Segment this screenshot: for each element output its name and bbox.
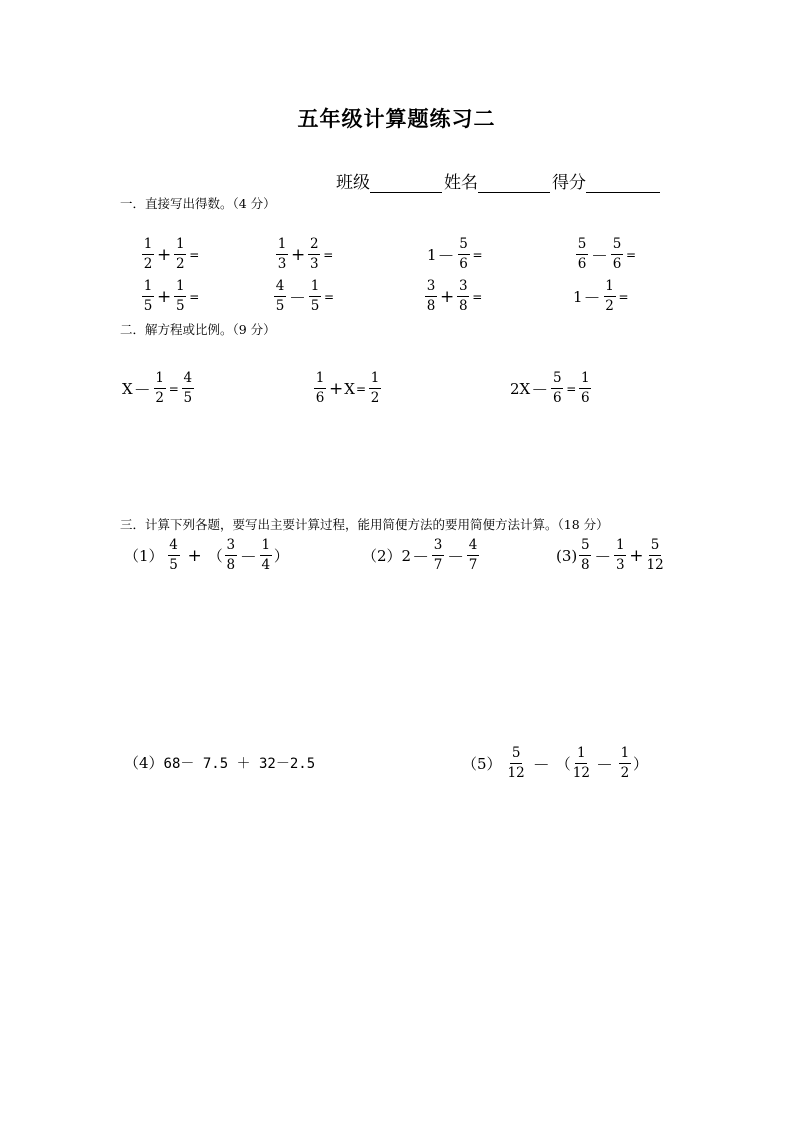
section-2-heading: 二．解方程或比例。（9 分）: [120, 322, 276, 337]
fraction: $\frac{1}{2}$: [370, 370, 380, 406]
problem-1e[interactable]: [140, 278, 200, 315]
section-3-heading: 三．计算下列各题，要写出主要计算过程，能用简便方法的要用简便方法计算。（18 分）: [120, 517, 609, 532]
fraction: $\frac{5}{8}$: [580, 537, 590, 573]
question-label: （1）: [124, 547, 164, 565]
fraction: $\frac{2}{3}$: [309, 236, 319, 272]
fraction: $\frac{4}{5}$: [169, 537, 178, 573]
fraction: $\frac{1}{2}$: [605, 278, 614, 314]
whole-number: 2: [401, 546, 412, 565]
equals-sign: =: [324, 289, 335, 304]
equals-sign: =: [189, 289, 200, 304]
page-title: 五年级计算题练习二: [297, 106, 496, 131]
class-blank[interactable]: [370, 174, 442, 193]
question-label: （5）: [462, 755, 502, 773]
minus-sign: －: [447, 548, 465, 568]
problem-1c[interactable]: [427, 236, 484, 273]
decimal-expression: 68－ 7.5 ＋ 32－2.5: [163, 755, 316, 772]
problem-1d[interactable]: [574, 236, 637, 273]
fraction: $\frac{1}{6}$: [315, 370, 325, 406]
question-label: (3): [556, 546, 578, 565]
fraction: $\frac{5}{6}$: [459, 236, 468, 272]
calc-3-1[interactable]: [124, 537, 289, 574]
close-paren: ）: [632, 755, 648, 773]
minus-sign: －: [289, 289, 306, 309]
problem-1f[interactable]: [272, 278, 335, 315]
student-info: [336, 168, 662, 193]
open-paren: （: [555, 755, 571, 773]
close-paren: ）: [273, 547, 289, 565]
fraction: $\frac{1}{5}$: [143, 278, 153, 314]
equals-sign: =: [472, 247, 483, 262]
calc-3-4[interactable]: [124, 752, 315, 773]
minus-sign: －: [591, 247, 608, 267]
fraction: $\frac{3}{7}$: [433, 537, 443, 573]
equals-sign: =: [189, 247, 200, 262]
fraction: $\frac{4}{5}$: [183, 370, 193, 406]
equals-sign: =: [626, 247, 637, 262]
fraction: $\frac{1}{3}$: [615, 537, 625, 573]
fraction: $\frac{5}{12}$: [646, 537, 664, 573]
minus-sign: －: [594, 548, 612, 568]
plus-sign: +: [187, 545, 202, 566]
fraction: $\frac{1}{6}$: [581, 370, 590, 406]
fraction: $\frac{1}{5}$: [310, 278, 320, 314]
problem-1b[interactable]: [274, 236, 334, 273]
minus-sign: －: [595, 756, 613, 776]
fraction: $\frac{3}{8}$: [458, 278, 468, 314]
problem-1h[interactable]: [573, 278, 630, 315]
fraction: $\frac{3}{8}$: [426, 278, 436, 314]
plus-sign: +: [157, 286, 172, 307]
fraction: $\frac{4}{7}$: [468, 537, 478, 573]
calc-3-3[interactable]: [556, 537, 666, 574]
equals-sign: =: [168, 381, 179, 396]
fraction: $\frac{5}{6}$: [612, 236, 622, 272]
problem-1g[interactable]: [423, 278, 483, 315]
variable-x: X: [344, 379, 355, 398]
minus-sign: －: [239, 548, 257, 568]
equals-sign: =: [323, 247, 334, 262]
fraction: $\frac{5}{6}$: [577, 236, 587, 272]
minus-sign: －: [583, 289, 601, 309]
minus-sign: －: [133, 381, 151, 401]
score-blank[interactable]: [586, 174, 660, 193]
plus-sign: +: [329, 378, 344, 399]
calc-3-5[interactable]: [462, 745, 648, 782]
fraction: $\frac{4}{5}$: [275, 278, 285, 314]
equals-sign: =: [472, 289, 483, 304]
question-label: （4）: [124, 754, 164, 772]
fraction: $\frac{1}{2}$: [143, 236, 153, 272]
question-label: （2）: [362, 547, 402, 565]
fraction: $\frac{1}{3}$: [277, 236, 287, 272]
equation-2c[interactable]: [510, 370, 593, 407]
name-blank[interactable]: [478, 174, 550, 193]
equals-sign: =: [355, 381, 366, 396]
open-paren: （: [207, 547, 223, 565]
score-label: 得分: [552, 173, 586, 193]
equation-2b[interactable]: [312, 370, 383, 407]
plus-sign: +: [629, 545, 644, 566]
fraction: $\frac{1}{5}$: [175, 278, 185, 314]
equation-2a[interactable]: [122, 370, 196, 407]
equals-sign: =: [618, 289, 629, 304]
term-2x: 2X: [510, 379, 531, 398]
fraction: $\frac{5}{12}$: [507, 745, 525, 781]
plus-sign: +: [157, 244, 172, 265]
fraction: $\frac{3}{8}$: [226, 537, 236, 573]
class-label: 班级: [336, 173, 370, 193]
whole-number: 1: [573, 287, 583, 306]
minus-sign: －: [531, 381, 549, 401]
minus-sign: －: [532, 756, 550, 776]
problem-1a[interactable]: [140, 236, 200, 273]
name-label: 姓名: [444, 173, 478, 193]
minus-sign: －: [437, 247, 455, 267]
plus-sign: +: [440, 286, 455, 307]
fraction: $\frac{1}{2}$: [155, 370, 164, 406]
fraction: $\frac{1}{12}$: [572, 745, 590, 781]
fraction: $\frac{1}{2}$: [620, 745, 630, 781]
section-1-heading: 一．直接写出得数。（4 分）: [120, 196, 276, 211]
equals-sign: =: [566, 381, 577, 396]
fraction: $\frac{5}{6}$: [552, 370, 562, 406]
fraction: $\frac{1}{2}$: [175, 236, 185, 272]
whole-number: 1: [427, 245, 437, 264]
fraction: $\frac{1}{4}$: [261, 537, 271, 573]
variable-x: X: [122, 379, 133, 398]
plus-sign: +: [291, 244, 306, 265]
calc-3-2[interactable]: [362, 537, 481, 574]
minus-sign: －: [412, 548, 430, 568]
